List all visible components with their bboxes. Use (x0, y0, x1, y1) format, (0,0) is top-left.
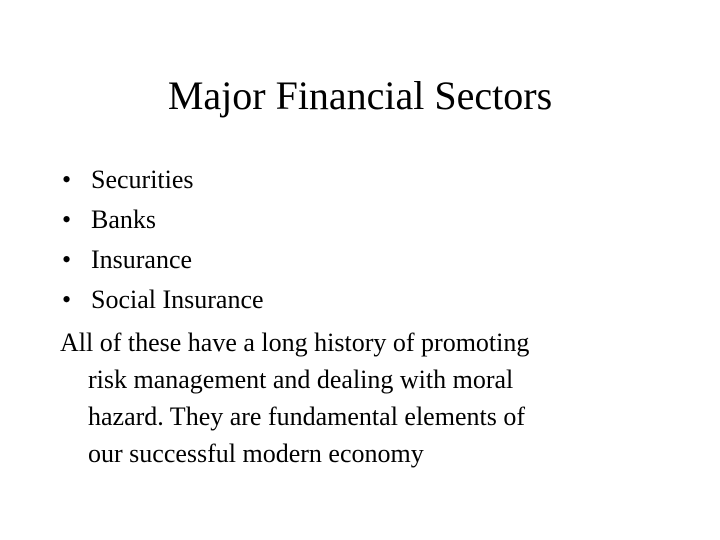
paragraph-line: our successful modern economy (88, 439, 424, 468)
bullet-text: Securities (91, 165, 194, 194)
bullet-item-banks (60, 200, 660, 240)
bullet-marker: • (62, 245, 72, 274)
paragraph-line: risk management and dealing with moral (88, 365, 514, 394)
bullet-text: Banks (91, 205, 156, 234)
bullet-list (60, 160, 660, 320)
bullet-text: Social Insurance (91, 285, 264, 314)
summary-paragraph (60, 324, 660, 472)
bullet-item-insurance (60, 240, 660, 280)
bullet-marker: • (62, 205, 72, 234)
paragraph-line: All of these have a long history of promoting (60, 328, 530, 357)
bullet-item-social-insurance (60, 280, 660, 320)
bullet-text: Insurance (91, 245, 193, 274)
paragraph-line: hazard. They are fundamental elements of (88, 402, 525, 431)
bullet-item-securities (60, 160, 660, 200)
slide-title: Major Financial Sectors (167, 73, 553, 118)
bullet-marker: • (62, 285, 72, 314)
bullet-marker: • (62, 165, 72, 194)
